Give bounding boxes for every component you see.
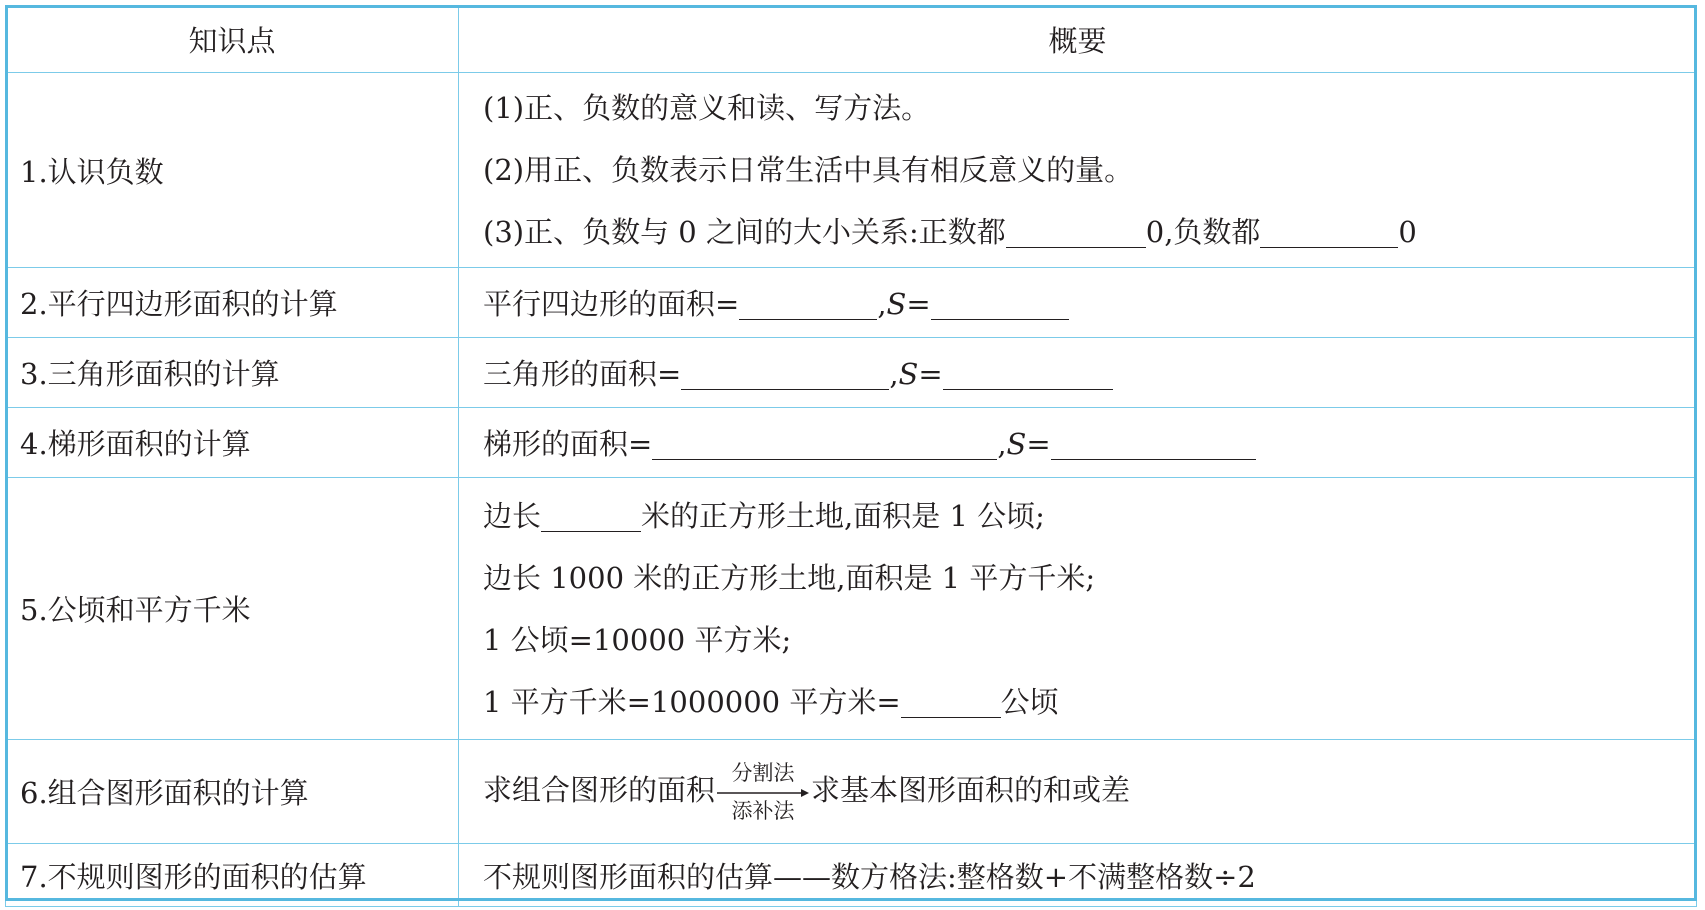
summary-line: (2)用正、负数表示日常生活中具有相反意义的量。 (483, 153, 1134, 187)
knowledge-point-label: 6.组合图形面积的计算 (6, 740, 459, 844)
summary-text: 平行四边形的面积= (483, 287, 740, 321)
header-summary: 概要 (459, 6, 1697, 73)
fill-blank[interactable] (739, 289, 877, 320)
summary-cell (459, 73, 1697, 268)
table-row (6, 408, 1697, 478)
knowledge-point-label: 2.平行四边形面积的计算 (6, 268, 459, 338)
summary-text: 边长 (483, 498, 542, 533)
summary-cell: 不规则图形面积的估算——数方格法:整格数+不满整格数÷2 (459, 844, 1697, 907)
fill-blank[interactable] (1051, 429, 1256, 460)
summary-text: 求组合图形的面积 (483, 772, 716, 807)
table-row (6, 844, 1697, 907)
summary-line: 1 公顷=10000 平方米; (483, 622, 792, 657)
summary-line (483, 671, 1696, 733)
summary-cell (459, 408, 1697, 478)
summary-cell (459, 338, 1697, 408)
summary-text: = (918, 357, 943, 391)
summary-line: (1)正、负数的意义和读、写方法。 (483, 91, 931, 125)
fill-blank[interactable] (943, 359, 1113, 390)
table-row (6, 268, 1697, 338)
arrow-label-top: 分割法 (731, 760, 795, 785)
fill-blank[interactable] (1260, 217, 1398, 248)
summary-text: 0,负数都 (1145, 215, 1261, 249)
right-arrow-icon (717, 788, 809, 798)
summary-text: = (1026, 427, 1051, 461)
table-row (6, 73, 1697, 268)
knowledge-point-label: 1.认识负数 (6, 73, 459, 268)
arrow-label-bottom: 添补法 (731, 798, 795, 823)
fill-blank[interactable] (901, 687, 1001, 718)
table-row (6, 338, 1697, 408)
summary-line: 边长 1000 米的正方形土地,面积是 1 平方千米; (483, 560, 1096, 595)
fill-blank[interactable] (1006, 217, 1146, 248)
method-arrow (717, 762, 809, 822)
summary-text: 求基本图形面积的和或差 (811, 772, 1131, 807)
summary-cell (459, 740, 1697, 844)
summary-text: 三角形的面积= (483, 357, 682, 391)
summary-text: , (997, 427, 1007, 461)
knowledge-point-label: 7.不规则图形的面积的估算 (6, 844, 459, 907)
area-symbol: S (1006, 427, 1027, 461)
header-knowledge-point: 知识点 (6, 6, 459, 73)
header-row (6, 6, 1697, 73)
knowledge-point-label: 3.三角形面积的计算 (6, 338, 459, 408)
fill-blank[interactable] (541, 501, 641, 532)
summary-text: = (906, 287, 931, 321)
table-row (6, 740, 1697, 844)
fill-blank[interactable] (652, 429, 997, 460)
table-row (6, 478, 1697, 740)
summary-line (483, 485, 1696, 547)
fill-blank[interactable] (681, 359, 889, 390)
summary-text: 梯形的面积= (483, 427, 653, 461)
knowledge-summary-table (5, 5, 1697, 907)
summary-text: , (877, 287, 887, 321)
summary-text: 米的正方形土地,面积是 1 公顷; (641, 498, 1045, 533)
knowledge-point-label: 4.梯形面积的计算 (6, 408, 459, 478)
summary-cell (459, 478, 1697, 740)
summary-text: (3)正、负数与 0 之间的大小关系:正数都 (483, 215, 1006, 249)
summary-text: 0 (1398, 215, 1417, 249)
summary-line (483, 201, 1696, 263)
area-symbol: S (898, 357, 919, 391)
summary-text: , (889, 357, 899, 391)
area-symbol: S (886, 287, 907, 321)
summary-cell (459, 268, 1697, 338)
fill-blank[interactable] (931, 289, 1069, 320)
knowledge-point-label: 5.公顷和平方千米 (6, 478, 459, 740)
summary-text: 1 平方千米=1000000 平方米= (483, 684, 901, 719)
summary-text: 公顷 (1000, 684, 1059, 719)
